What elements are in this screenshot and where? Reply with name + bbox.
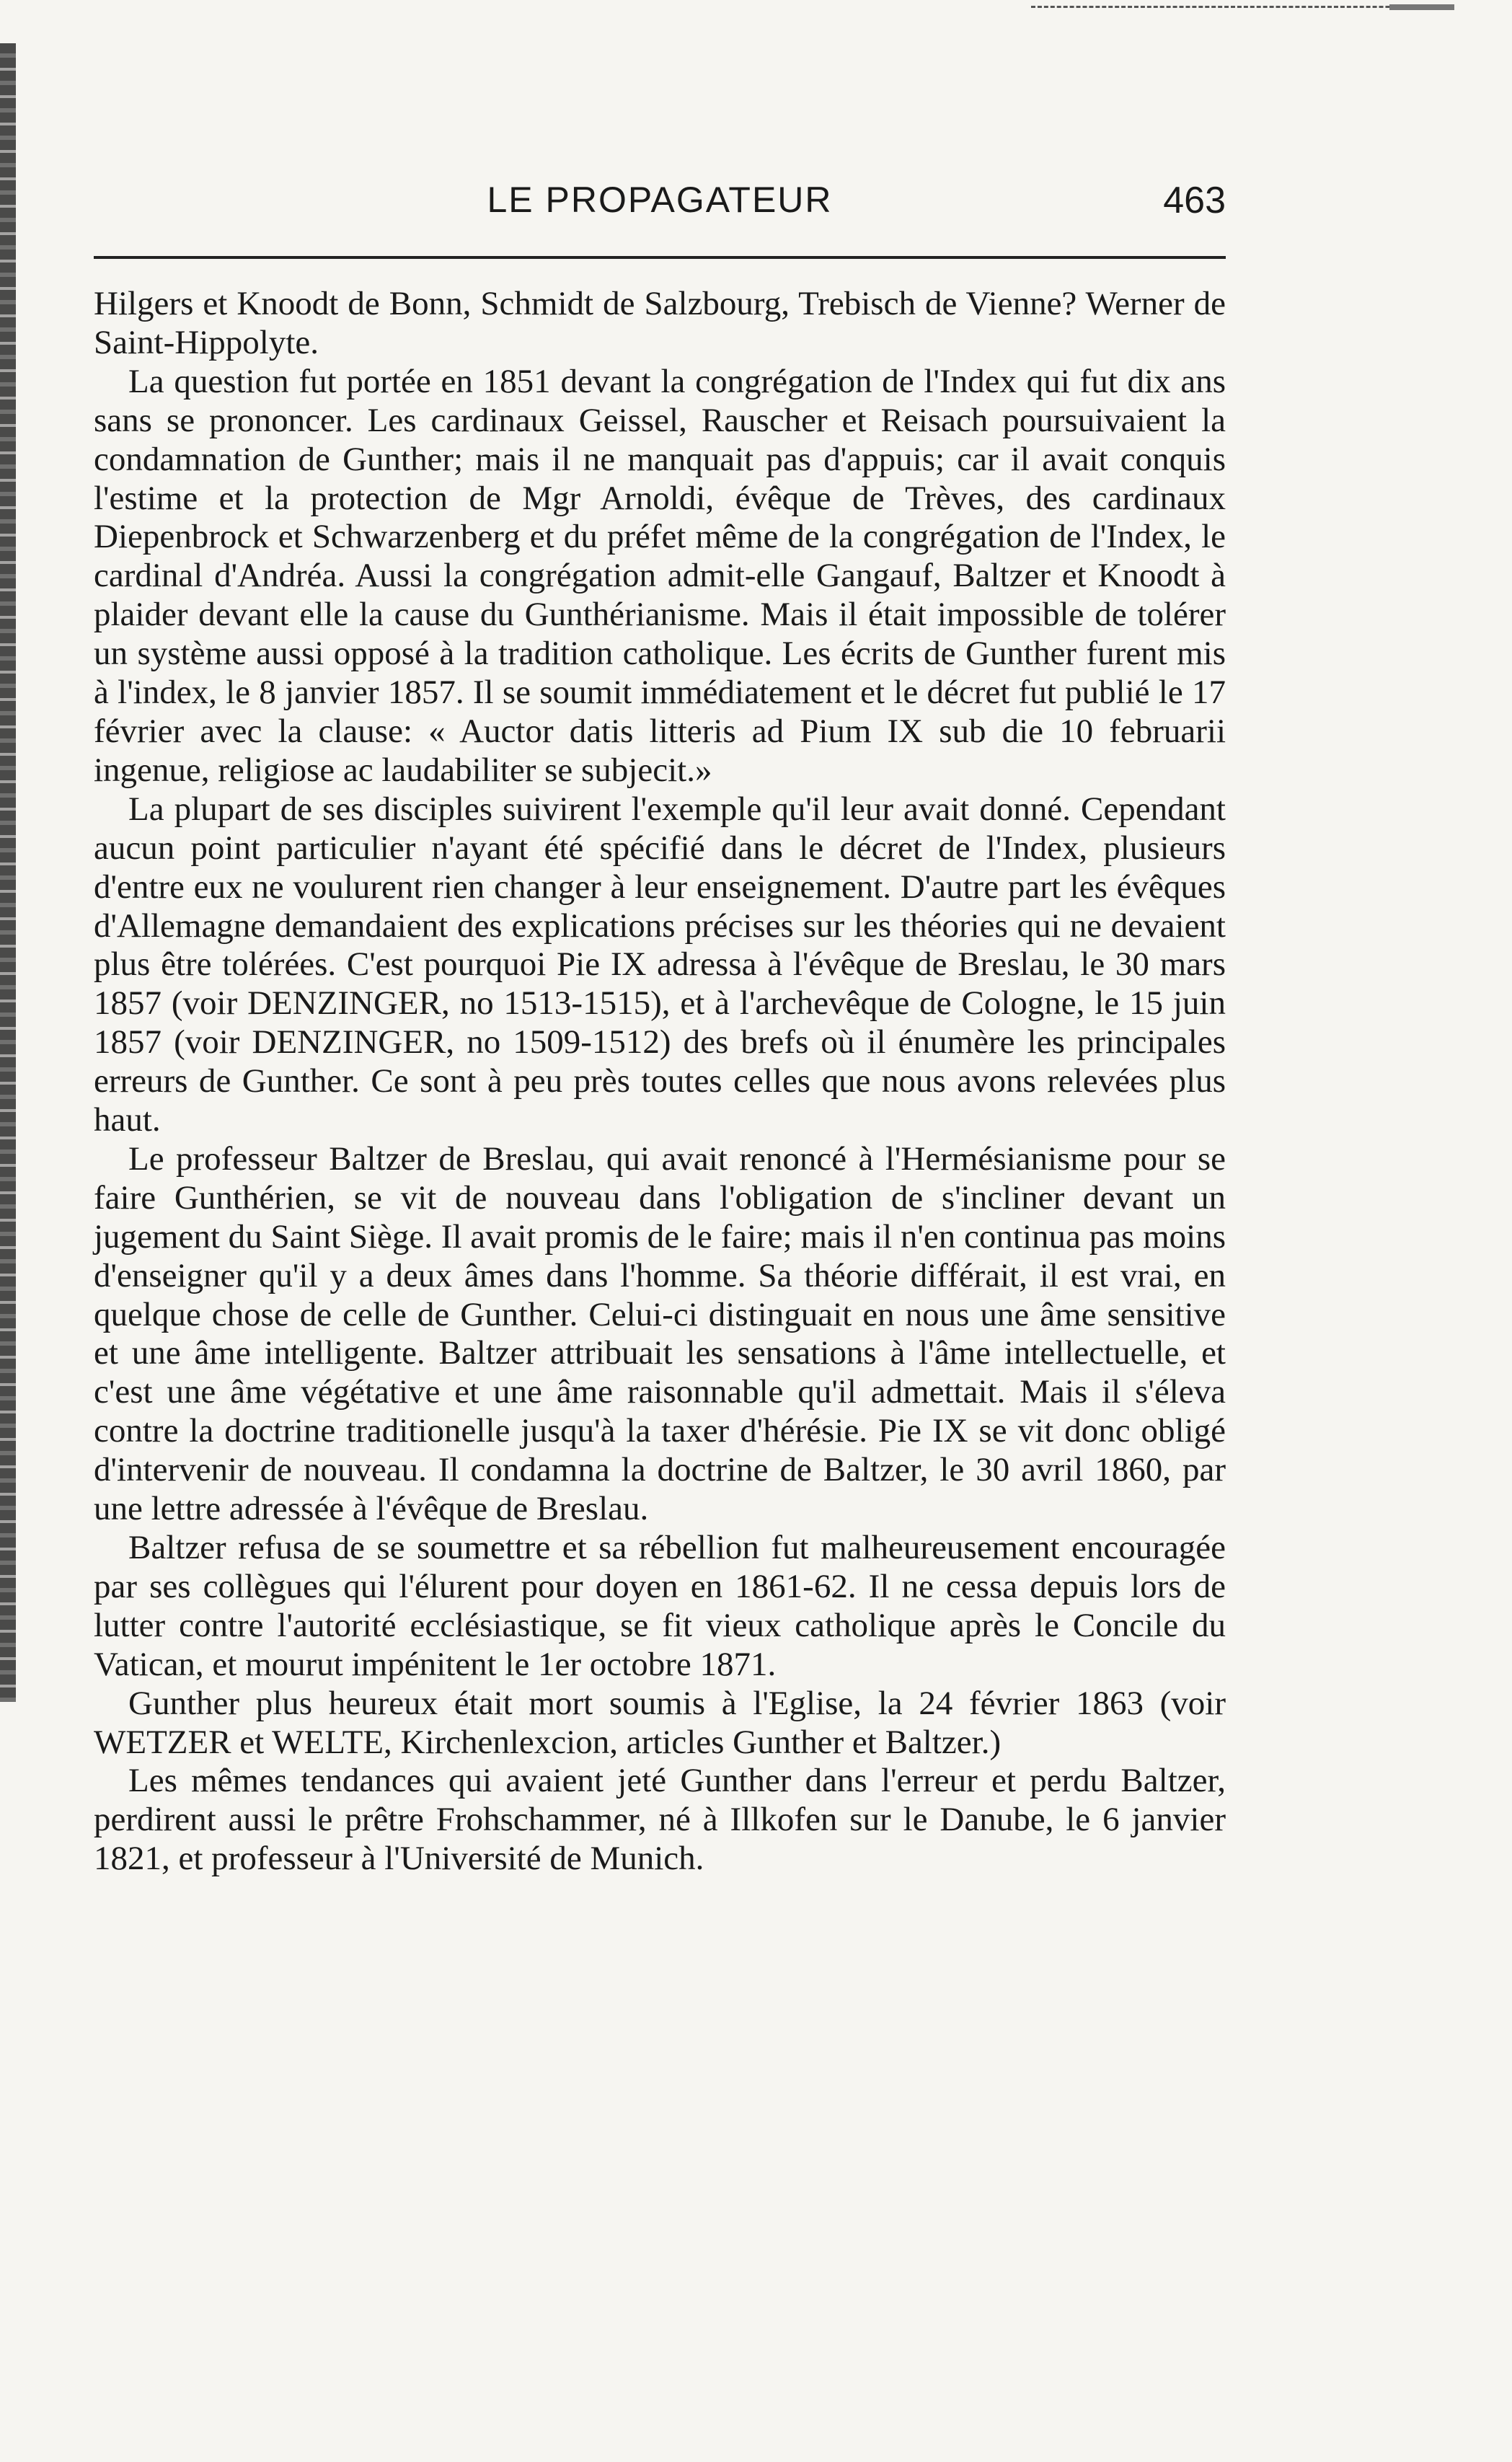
running-title: LE PROPAGATEUR — [487, 180, 833, 220]
paragraph: Les mêmes tendances qui avaient jeté Gunther dans l'erreur et perdu Baltzer, perdirent aussi le prêtre Frohschammer, né à Illkofen sur le Danube, le 6 janvier 1821, et professeur à l'Université de Munich. — [94, 1762, 1226, 1878]
paragraph: Le professeur Baltzer de Breslau, qui avait renoncé à l'Hermésianisme pour se faire Gunthérien, se vit de nouveau dans l'obligation de s'incliner devant un jugement du Saint Siège. Il avait promis de le faire; mais il n'en continua pas moins d'enseigner qu'il y a deux âmes dans l'homme. Sa théorie différait, il est vrai, en quelque chose de celle de Gunther. Celui-ci distinguait en nous une âme sensitive et une âme intelligente. Baltzer attribuait les sensations à l'âme intellectuelle, et c'est une âme végétative et une âme raisonnable qu'il admettait. Mais il s'éleva contre la doctrine traditionelle jusqu'à la taxer d'hérésie. Pie IX se vit donc obligé d'intervenir de nouveau. Il condamna la doctrine de Baltzer, le 30 avril 1860, par une lettre adressée à l'évêque de Breslau. — [94, 1139, 1226, 1528]
paragraph: Gunther plus heureux était mort soumis à l'Eglise, la 24 février 1863 (voir WETZER et WELTE, Kirchenlexcion, articles Gunther et Baltzer.) — [94, 1684, 1226, 1761]
paragraph: Hilgers et Knoodt de Bonn, Schmidt de Salzbourg, Trebisch de Vienne? Werner de Saint-Hippolyte. — [94, 285, 1226, 361]
paragraph: La question fut portée en 1851 devant la congrégation de l'Index qui fut dix ans sans se prononcer. Les cardinaux Geissel, Rauscher et Reisach poursuivaient la condamnation de Gunther; mais il ne manquait pas d'appuis; car il avait conquis l'estime et la protection de Mgr Arnoldi, évêque de Trèves, des cardinaux Diepenbrock et Schwarzenberg et du préfet même de la congrégation de l'Index, le cardinal d'Andréa. Aussi la congrégation admit-elle Gangauf, Baltzer et Knoodt à plaider devant elle la cause du Gunthérianisme. Mais il était impossible de tolérer un système aussi opposé à la tradition catholique. Les écrits de Gunther furent mis à l'index, le 8 janvier 1857. Il se soumit immédiatement et le décret fut publié le 17 février avec la clause: « Auctor datis litteris ad Pium IX sub die 10 februarii ingenue, religiose ac laudabiliter se subjecit.» — [94, 362, 1226, 789]
top-scan-mark — [1031, 6, 1435, 14]
top-scan-mark-solid — [1389, 4, 1454, 10]
binding-edge — [0, 43, 16, 1702]
page-number: 463 — [1163, 180, 1226, 221]
text-body — [94, 285, 1226, 1879]
paragraph: La plupart de ses disciples suivirent l'exemple qu'il leur avait donné. Cependant aucun point particulier n'ayant été spécifié dans le décret de l'Index, plusieurs d'entre eux ne voulurent rien changer à leur enseignement. D'autre part les évêques d'Allemagne demandaient des explications précises sur les théories qui ne devaient plus être tolérées. C'est pourquoi Pie IX adressa à l'évêque de Breslau, le 30 mars 1857 (voir DENZINGER, no 1513-1515), et à l'archevêque de Cologne, le 15 juin 1857 (voir DENZINGER, no 1509-1512) des brefs où il énumère les principales erreurs de Gunther. Ce sont à peu près toutes celles que nous avons relevées plus haut. — [94, 790, 1226, 1139]
paragraph: Baltzer refusa de se soumettre et sa rébellion fut malheureusement encouragée par ses collègues qui l'élurent pour doyen en 1861-62. Il ne cessa depuis lors de lutter contre l'autorité ecclésiastique, se fit vieux catholique après le Concile du Vatican, et mourut impénitent le 1er octobre 1871. — [94, 1529, 1226, 1683]
header-rule — [94, 256, 1226, 259]
page-header — [94, 179, 1226, 229]
